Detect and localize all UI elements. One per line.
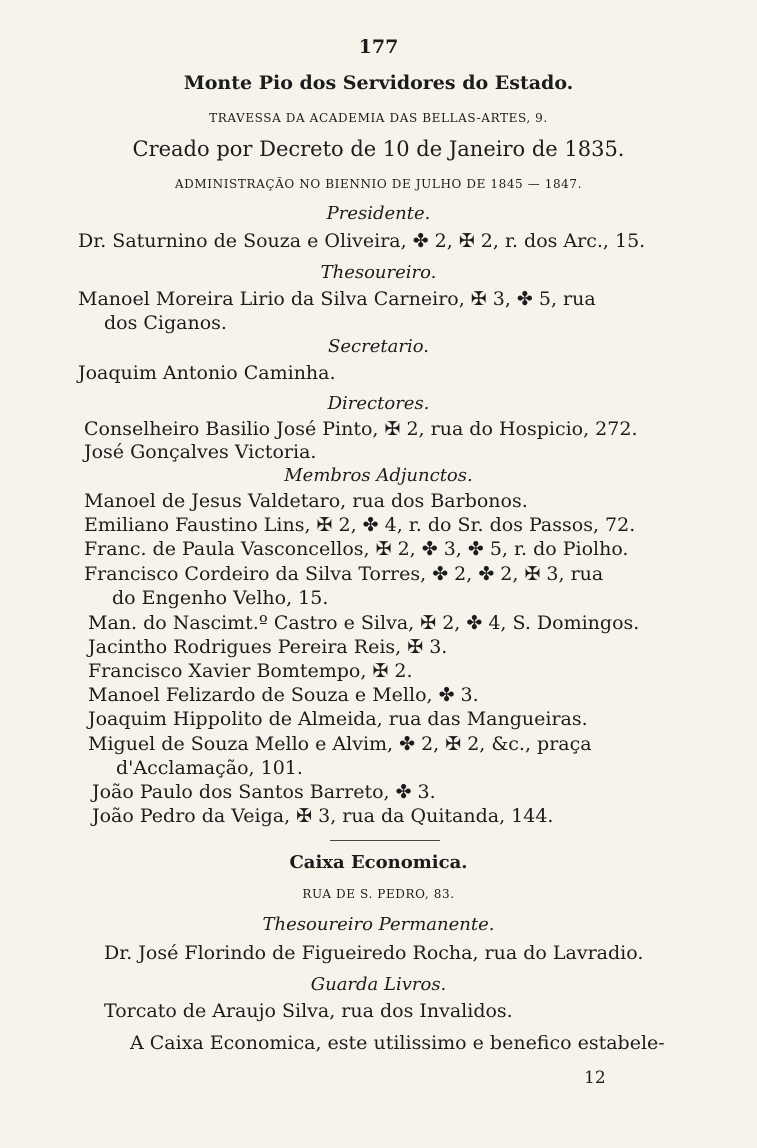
caixa-address: RUA DE S. PEDRO, 83. xyxy=(302,887,455,901)
heading-presidente: Presidente. xyxy=(326,203,431,224)
monte-pio-creation: Creado por Decreto de 10 de Janeiro de 1835. xyxy=(132,137,625,161)
entry-director: Conselheiro Basilio José Pinto, ✠ 2, rua do Hospicio, 272. xyxy=(84,418,638,440)
heading-guarda-livros: Guarda Livros. xyxy=(310,974,447,995)
section-title-caixa-economica: Caixa Economica. xyxy=(289,852,468,873)
monte-pio-administration: ADMINISTRAÇÃO NO BIENNIO DE JULHO DE 1845 — 1847. xyxy=(174,177,583,191)
entry-membro: João Pedro da Veiga, ✠ 3, rua da Quitanda, 144. xyxy=(92,805,554,827)
heading-directores: Directores. xyxy=(327,393,430,414)
section-title-monte-pio: Monte Pio dos Servidores do Estado. xyxy=(183,72,574,94)
entry-guarda-livros: Torcato de Araujo Silva, rua dos Invalidos. xyxy=(104,1000,513,1022)
entry-membro: Miguel de Souza Mello e Alvim, ✤ 2, ✠ 2, &c., praça xyxy=(88,733,592,755)
entry-presidente: Dr. Saturnino de Souza e Oliveira, ✤ 2, ✠ 2, r. dos Arc., 15. xyxy=(78,230,646,252)
entry-secretario: Joaquim Antonio Caminha. xyxy=(78,362,336,384)
entry-membro: Manoel Felizardo de Souza e Mello, ✤ 3. xyxy=(88,684,479,706)
entry-membro: Francisco Xavier Bomtempo, ✠ 2. xyxy=(88,660,413,682)
monte-pio-address: TRAVESSA DA ACADEMIA DAS BELLAS-ARTES, 9. xyxy=(209,111,548,125)
heading-thesoureiro-permanente: Thesoureiro Permanente. xyxy=(262,914,495,935)
paragraph-caixa: A Caixa Economica, este utilissimo e benefico estabele- xyxy=(130,1032,665,1054)
page-number: 177 xyxy=(358,36,399,58)
entry-thesoureiro-cont: dos Ciganos. xyxy=(104,312,227,334)
entry-membro: Joaquim Hippolito de Almeida, rua das Mangueiras. xyxy=(88,708,588,730)
signature-mark: 12 xyxy=(584,1068,606,1088)
entry-membro: Jacintho Rodrigues Pereira Reis, ✠ 3. xyxy=(88,636,448,658)
entry-membro: Manoel de Jesus Valdetaro, rua dos Barbonos. xyxy=(84,490,528,512)
heading-secretario: Secretario. xyxy=(328,336,429,357)
section-divider xyxy=(330,840,440,841)
entry-thesoureiro: Manoel Moreira Lirio da Silva Carneiro, ✠ 3, ✤ 5, rua xyxy=(78,288,596,310)
entry-membro: Man. do Nascimt.º Castro e Silva, ✠ 2, ✤ 4, S. Domingos. xyxy=(88,612,640,634)
entry-membro: João Paulo dos Santos Barreto, ✤ 3. xyxy=(92,781,436,803)
entry-membro: Emiliano Faustino Lins, ✠ 2, ✤ 4, r. do Sr. dos Passos, 72. xyxy=(84,514,636,536)
entry-director: José Gonçalves Victoria. xyxy=(84,441,317,463)
heading-membros-adjunctos: Membros Adjunctos. xyxy=(284,465,473,486)
heading-thesoureiro: Thesoureiro. xyxy=(320,262,437,283)
entry-thesoureiro-permanente: Dr. José Florindo de Figueiredo Rocha, rua do Lavradio. xyxy=(104,942,644,964)
entry-membro: Franc. de Paula Vasconcellos, ✠ 2, ✤ 3, ✤ 5, r. do Piolho. xyxy=(84,538,629,560)
entry-membro: Francisco Cordeiro da Silva Torres, ✤ 2, ✤ 2, ✠ 3, rua xyxy=(84,563,604,585)
entry-membro-cont: do Engenho Velho, 15. xyxy=(112,587,329,609)
entry-membro-cont: d'Acclamação, 101. xyxy=(116,757,303,779)
